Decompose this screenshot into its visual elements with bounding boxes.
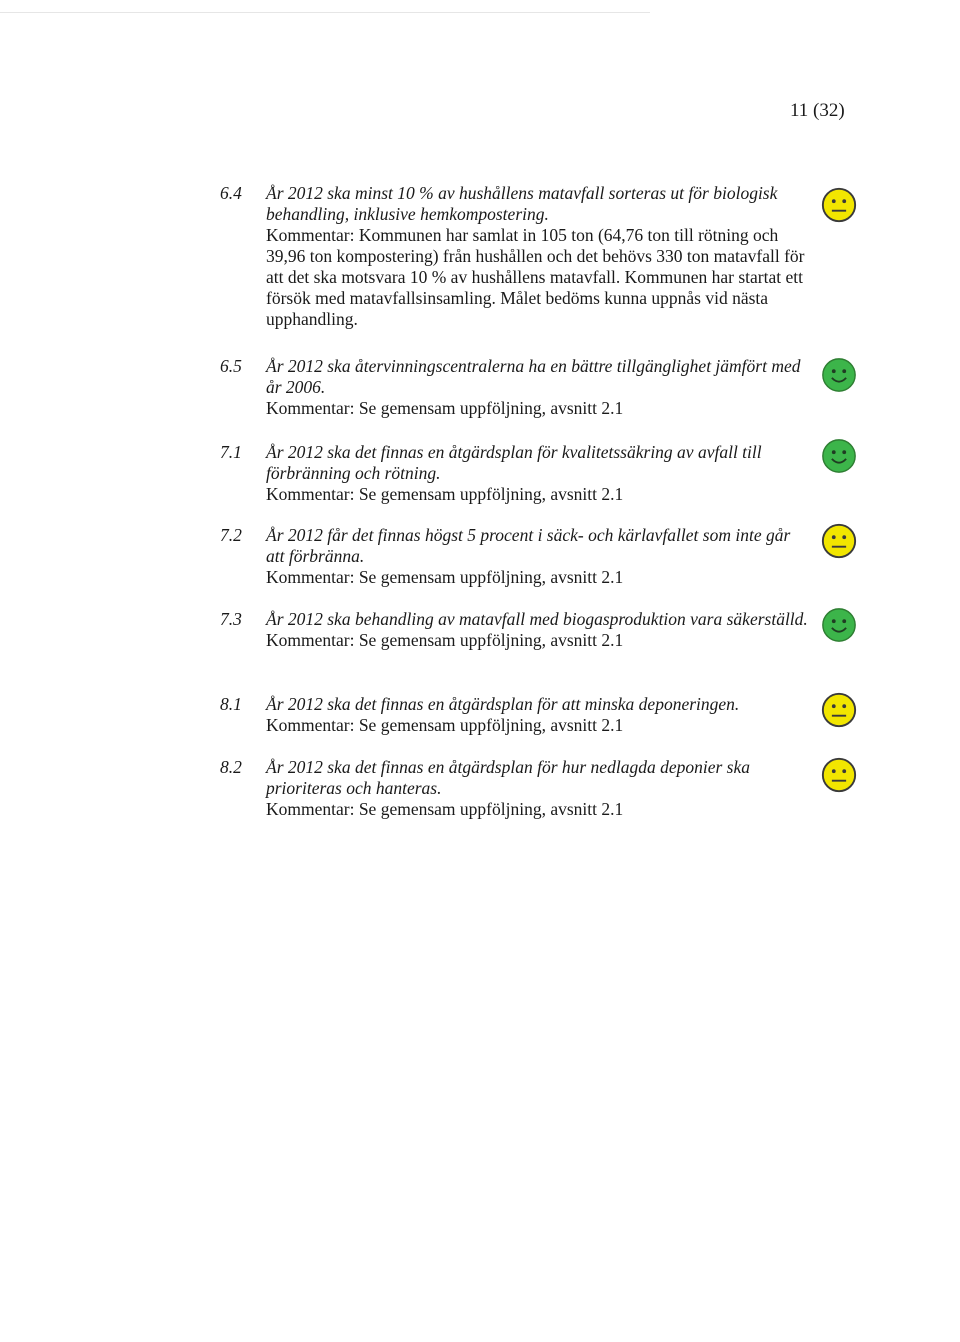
goal-text: År 2012 ska behandling av matavfall med biogasproduktion vara säkerställd. xyxy=(266,609,808,629)
goal-item-8-2 xyxy=(220,757,810,820)
goal-item-8-1 xyxy=(220,694,810,736)
status-smiley xyxy=(820,186,858,224)
goal-item-6-5 xyxy=(220,356,810,419)
comment-text: Kommentar: Se gemensam uppföljning, avsnitt 2.1 xyxy=(266,630,624,650)
goal-item-6-4 xyxy=(220,183,810,330)
item-number: 8.1 xyxy=(220,694,242,714)
neutral-face-icon xyxy=(820,186,858,224)
goal-item-7-1 xyxy=(220,442,810,505)
happy-face-icon xyxy=(820,437,858,475)
status-smiley xyxy=(820,606,858,644)
item-number: 7.3 xyxy=(220,609,242,629)
item-number: 8.2 xyxy=(220,757,242,777)
goal-text: År 2012 ska det finnas en åtgärdsplan för kvalitetssäkring av avfall till förbränning och rötning. xyxy=(266,442,762,483)
goal-text: År 2012 ska det finnas en åtgärdsplan för att minska deponeringen. xyxy=(266,694,740,714)
goal-text: År 2012 får det finnas högst 5 procent i säck- och kärlavfallet som inte går att förbränna. xyxy=(266,525,791,566)
item-number: 7.1 xyxy=(220,442,242,462)
goal-text: År 2012 ska återvinningscentralerna ha en bättre tillgänglighet jämfört med år 2006. xyxy=(266,356,801,397)
comment-text: Kommentar: Se gemensam uppföljning, avsnitt 2.1 xyxy=(266,715,624,735)
top-rule xyxy=(0,12,650,13)
item-number: 7.2 xyxy=(220,525,242,545)
status-smiley xyxy=(820,691,858,729)
neutral-face-icon xyxy=(820,756,858,794)
goal-item-7-2 xyxy=(220,525,810,588)
status-smiley xyxy=(820,756,858,794)
comment-text: Kommentar: Se gemensam uppföljning, avsnitt 2.1 xyxy=(266,484,624,504)
goal-text: År 2012 ska det finnas en åtgärdsplan för hur nedlagda deponier ska prioriteras och hanteras. xyxy=(266,757,750,798)
neutral-face-icon xyxy=(820,691,858,729)
neutral-face-icon xyxy=(820,522,858,560)
happy-face-icon xyxy=(820,356,858,394)
status-smiley xyxy=(820,356,858,394)
goal-item-7-3 xyxy=(220,609,810,651)
comment-text: Kommentar: Se gemensam uppföljning, avsnitt 2.1 xyxy=(266,567,624,587)
item-number: 6.5 xyxy=(220,356,242,376)
comment-text: Kommentar: Se gemensam uppföljning, avsnitt 2.1 xyxy=(266,398,624,418)
item-number: 6.4 xyxy=(220,183,242,203)
status-smiley xyxy=(820,522,858,560)
comment-text: Kommentar: Se gemensam uppföljning, avsnitt 2.1 xyxy=(266,799,624,819)
status-smiley xyxy=(820,437,858,475)
comment-text: Kommentar: Kommunen har samlat in 105 ton (64,76 ton till rötning och 39,96 ton kompostering) från hushållen och det behövs 330 ton matavfall för att det ska motsvara 10 % av hushållens matavfall. Kommunen har startat ett försök med matavfallsinsamling. Målet bedöms kunna uppnås vid nästa upphandling. xyxy=(266,225,805,329)
page-number: 11 (32) xyxy=(790,100,845,121)
happy-face-icon xyxy=(820,606,858,644)
goal-text: År 2012 ska minst 10 % av hushållens matavfall sorteras ut för biologisk behandling, inklusive hemkompostering. xyxy=(266,183,778,224)
